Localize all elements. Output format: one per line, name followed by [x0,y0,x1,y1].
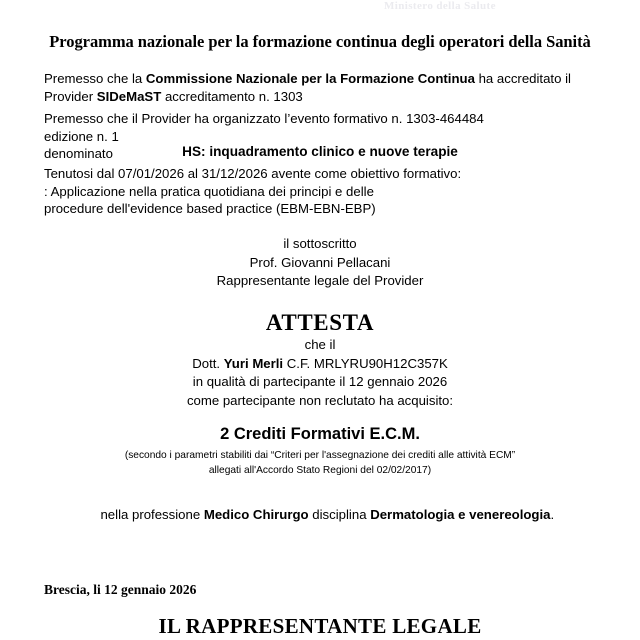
participant-name: Yuri Merli [223,355,284,371]
signatory-name: Prof. Giovanni Pellacani [249,254,391,270]
fiscal-code-value: MRLYRU90H12C357K [313,355,448,371]
profession-line [0,491,640,538]
premise-line-1 [44,70,584,88]
objective-line-2: procedure dell'evidence based practice (EBM-EBN-EBP) [44,201,376,217]
page-title: Programma nazionale per la formazione continua degli operatori della Sanità [49,32,591,51]
credits-note-line-2: allegati all'Accordo Stato Regioni del 02/02/2017) [208,465,432,476]
fiscal-code-label: C.F. [283,355,314,371]
attesta-word: ATTESTA [265,310,375,335]
commission-name: Commissione Nazionale per la Formazione Continua [145,71,475,86]
undersigned-label: il sottoscritto [283,236,357,251]
participant-title: Dott. [192,355,224,371]
che-il-label: che il [304,337,336,352]
participant-role-line: in qualità di partecipante il 12 gennaio 2026 [192,374,448,390]
credits-amount: 2 Crediti Formativi E.C.M. [220,425,420,443]
discipline-value: Dermatologia e venereologia [370,506,551,522]
profession-value: Medico Chirurgo [203,506,309,522]
accreditation-number: accreditamento n. 1303 [161,88,303,104]
premise-first-paragraph [44,70,584,105]
event-period-and-objective [44,165,584,218]
premise-text-b: ha accreditato il [474,71,571,86]
discipline-label: disciplina [308,506,371,522]
denominato-label: denominato [44,146,113,162]
place-and-date: Brescia, li 12 gennaio 2026 [44,582,197,597]
objective-line-1: : Applicazione nella pratica quotidiana dei principi e delle [44,183,374,199]
provider-label: Provider [44,88,97,104]
header-watermark-fragment: Ministero della Salute [384,0,496,9]
participant-identity-line [0,355,640,374]
credits-note [0,448,640,478]
premise-line-2 [44,88,584,106]
participant-acquired-line: come partecipante non reclutato ha acquisito: [186,392,454,408]
event-period-line: Tenutosi dal 07/01/2026 al 31/12/2026 avente come obiettivo formativo: [44,166,462,181]
event-title: HS: inquadramento clinico e nuove terapie [182,144,458,159]
credits-note-line-1: (secondo i parametri stabiliti dai “Criteri per l'assegnazione dei crediti alle attività ECM” [124,450,516,461]
participant-block [0,336,640,410]
signatory-block [0,235,640,291]
premise-text-a: Premesso che la [44,71,146,86]
event-reference-line: Premesso che il Provider ha organizzato l’evento formativo n. 1303-464484 edizione n. 1 [44,111,484,144]
provider-name: SIDeMaST [96,88,162,104]
footer-signature-title: IL RAPPRESENTANTE LEGALE [158,614,482,638]
signatory-role: Rappresentante legale del Provider [216,273,424,288]
profession-prefix: nella professione [100,506,204,522]
profession-suffix: . [550,506,555,522]
